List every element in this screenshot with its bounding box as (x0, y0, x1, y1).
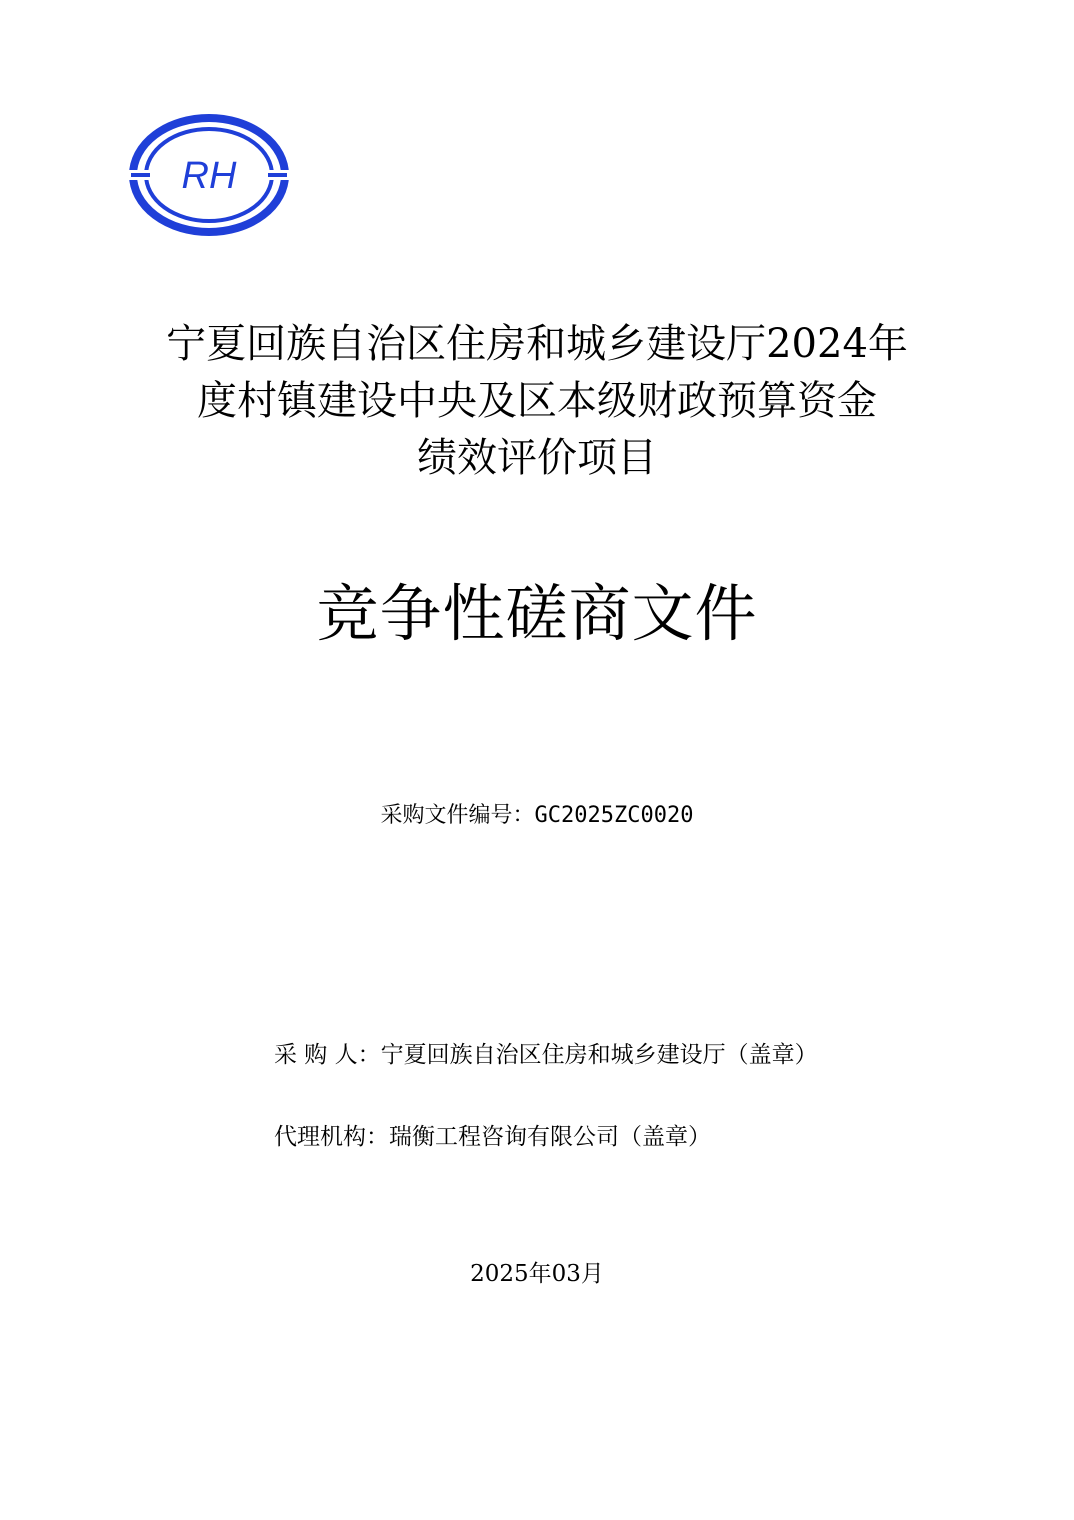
document-number-value: GC2025ZC0020 (534, 803, 694, 828)
title-line-3: 绩效评价项目 (417, 435, 657, 481)
purchaser-line (274, 1039, 818, 1071)
agency-line (274, 1121, 711, 1153)
agency-value: 瑞衡工程咨询有限公司（盖章） (389, 1124, 711, 1150)
project-title (0, 316, 1074, 487)
agency-label: 代理机构： (274, 1124, 389, 1150)
logo-text: RH (181, 155, 237, 197)
purchaser-label: 采 购 人： (274, 1042, 381, 1068)
purchaser-value: 宁夏回族自治区住房和城乡建设厅（盖章） (380, 1042, 818, 1068)
document-date: 2025年03月 (470, 1261, 604, 1287)
document-number (0, 801, 1074, 831)
document-number-label: 采购文件编号： (380, 803, 535, 828)
document-type-heading: 竞争性磋商文件 (316, 577, 758, 650)
title-line-2: 度村镇建设中央及区本级财政预算资金 (197, 378, 877, 424)
title-line-1: 宁夏回族自治区住房和城乡建设厅2024年 (166, 321, 908, 367)
company-logo (128, 113, 290, 237)
